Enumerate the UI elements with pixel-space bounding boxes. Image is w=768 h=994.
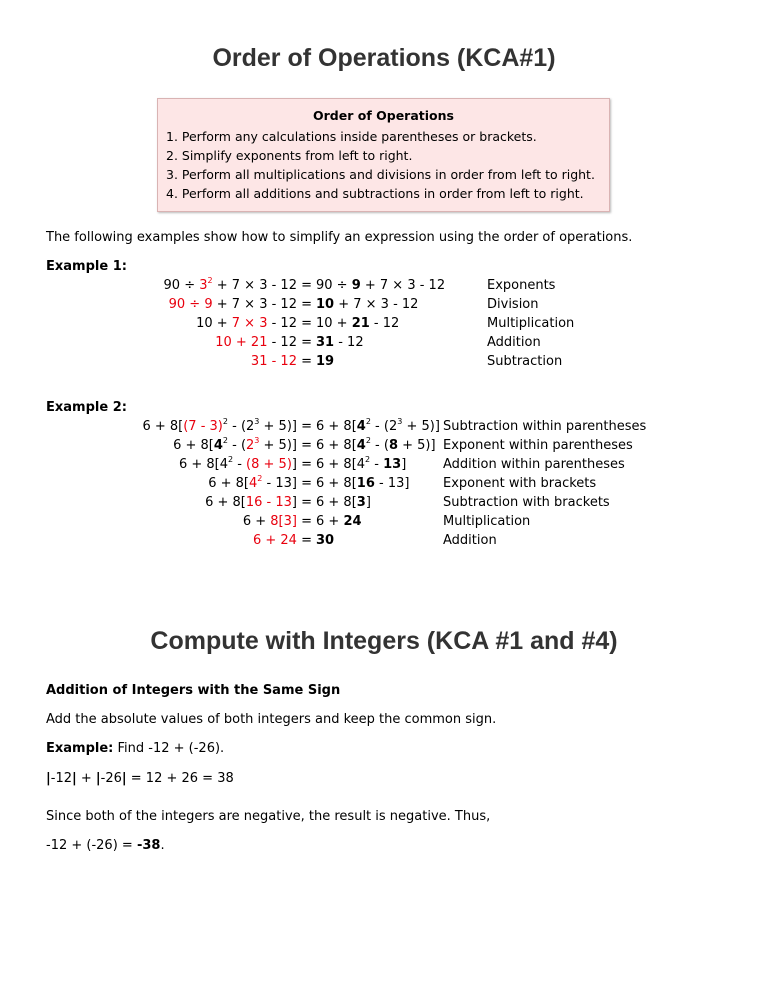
ex2-step: Subtraction within parentheses: [443, 419, 647, 434]
since-text: Since both of the integers are negative, the result is negative. Thus,: [46, 809, 491, 824]
ex2-row3-right: $6 + 8[4^2 - 13]$: [316, 454, 407, 472]
ex1-row2-left: 90 ÷ 9 + 7 × 3 - 12 =: [168, 297, 312, 312]
subsection-heading: Addition of Integers with the Same Sign: [46, 683, 341, 698]
ex1-row4-left: 10 + 21 - 12 =: [215, 335, 312, 350]
box-title: Order of Operations: [313, 108, 454, 123]
abs-b: -26: [100, 771, 122, 786]
example-label: Example:: [46, 741, 114, 756]
section-title: Compute with Integers (KCA #1 and #4): [150, 627, 618, 655]
ex1-step: Division: [487, 297, 539, 312]
ex2-step: Multiplication: [443, 514, 531, 529]
ex1-row3-left: 10 + 7 × 3 - 12 =: [196, 316, 312, 331]
ex2-row7-right: 30: [316, 533, 335, 548]
ex2-step: Exponent with brackets: [443, 476, 597, 491]
abs-rest: = 12 + 26 = 38: [126, 771, 234, 786]
ex2-row3-left: $6 + 8[4^2 - (8 + 5)]$ =: [178, 454, 312, 472]
ex1-row1-right: 90 ÷ 9 + 7 × 3 - 12: [316, 278, 446, 293]
ex1-step: Subtraction: [487, 354, 563, 369]
ex2-row6-left: 6 + 8[3] =: [242, 514, 312, 529]
ex2-row6-right: 6 + 24: [316, 514, 362, 529]
ex1-row5-right: 19: [316, 354, 335, 369]
order-of-operations-box: [157, 98, 610, 212]
ex2-row5-left: 6 + 8[16 - 13] =: [205, 495, 312, 510]
ex2-step: Subtraction with brackets: [443, 495, 610, 510]
intro-text: The following examples show how to simplify an expression using the order of operations.: [46, 230, 633, 245]
final-text: -12 + (-26) =: [46, 838, 137, 853]
ex2-row2-right: $6 + 8[4^2 - (8 + 5)]$: [316, 435, 436, 453]
ex2-row4-left: $6 + 8[4^2 - 13]$ =: [208, 473, 312, 491]
ex1-row2-right: 10 + 7 × 3 - 12: [316, 297, 419, 312]
rules-list: [166, 127, 595, 203]
ex1-step: Multiplication: [487, 316, 575, 331]
ex1-step: Addition: [487, 335, 541, 350]
ex2-row4-right: 6 + 8[16 - 13]: [316, 476, 410, 491]
ex2-step: Exponent within parentheses: [443, 438, 633, 453]
rule-item: 3. Perform all multiplications and divisions in order from left to right.: [166, 167, 595, 182]
rule-item: 1. Perform any calculations inside parentheses or brackets.: [166, 129, 537, 144]
ex1-row1-left: $90 \div 3^2 + 7 \times 3 - 12$ =: [163, 275, 312, 293]
ex2-row7-left: 6 + 24 =: [252, 533, 312, 548]
example-text: Find -12 + (-26).: [113, 741, 225, 756]
ex2-row5-right: 6 + 8[3]: [316, 495, 371, 510]
ex2-step: Addition within parentheses: [443, 457, 625, 472]
example-line: [46, 741, 224, 756]
page-title: Order of Operations (KCA#1): [212, 44, 556, 72]
ex2-row2-left: $6 + 8[4^2 - (2^3 + 5)]$ =: [173, 435, 312, 453]
final-line: -12 + (-26) = -38.: [46, 838, 165, 853]
final-answer: -38: [136, 838, 161, 853]
absolute-value-line: |-12| + |-26| = 12 + 26 = 38: [46, 771, 234, 786]
ex1-row5-left: 31 - 12 =: [250, 354, 312, 369]
abs-a: -12: [50, 771, 72, 786]
ex2-step: Addition: [443, 533, 497, 548]
ex2-row1-left: $6 + 8[(7 - 3)^2 - (2^3 + 5)]$ =: [142, 416, 312, 434]
example2-label: Example 2:: [46, 400, 127, 415]
ex1-step: Exponents: [487, 278, 556, 293]
rule-item: 4. Perform all additions and subtractions in order from left to right.: [166, 186, 584, 201]
ex2-row1-right: $6 + 8[4^2 - (2^3 + 5)]$: [316, 416, 440, 434]
rule-text: Add the absolute values of both integers and keep the common sign.: [46, 712, 497, 727]
ex1-row4-right: 31 - 12: [316, 335, 364, 350]
example1-label: Example 1:: [46, 259, 127, 274]
rule-item: 2. Simplify exponents from left to right.: [166, 148, 413, 163]
ex1-row3-right: 10 + 21 - 12: [316, 316, 400, 331]
